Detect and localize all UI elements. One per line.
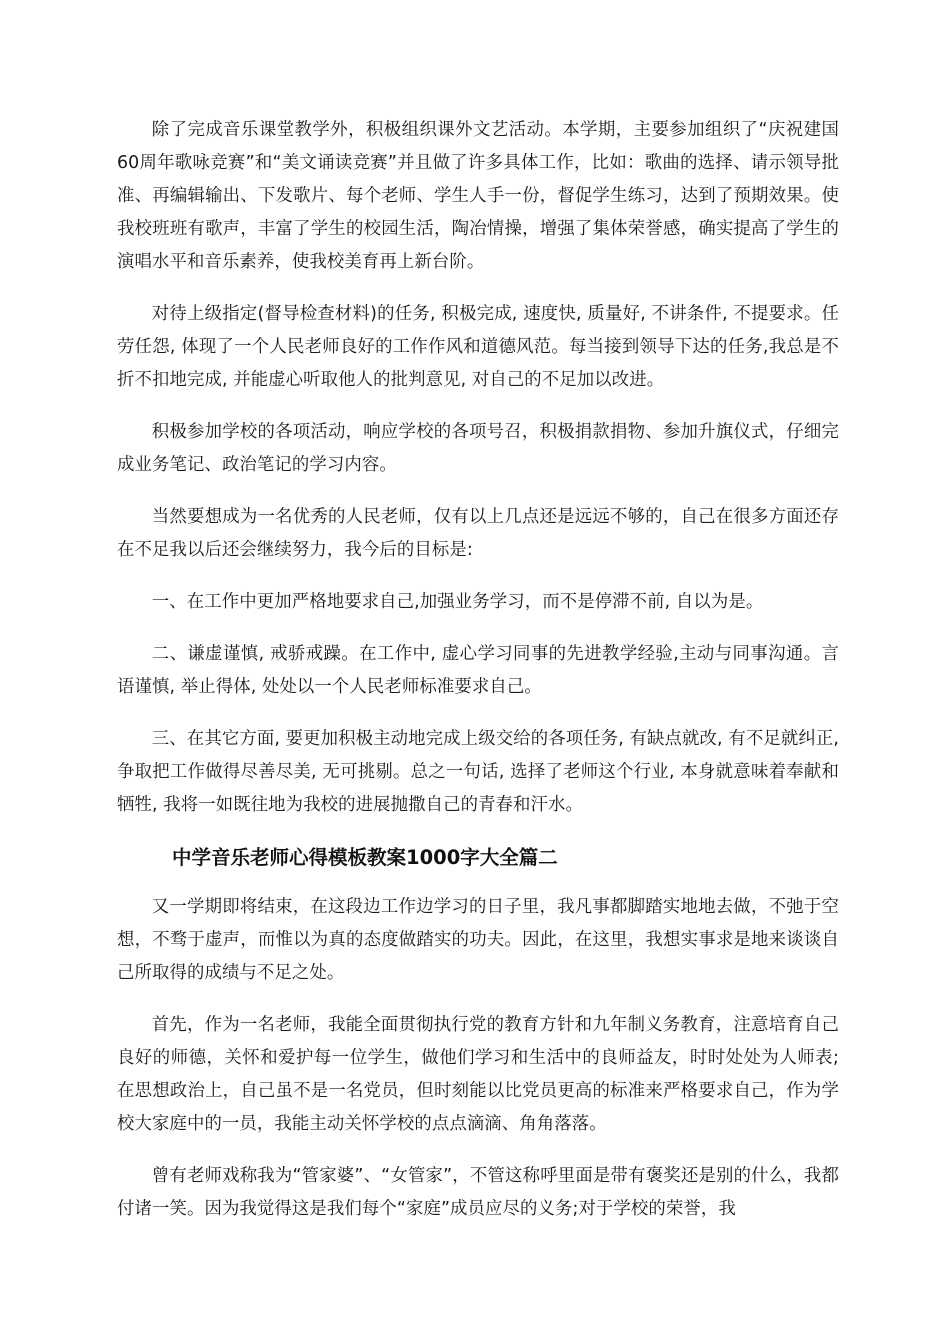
paragraph: 曾有老师戏称我为“管家婆”、“女管家”，不管这称呼里面是带有褒奖还是别的什么，我都付诸一笑。因为我觉得这是我们每个“家庭”成员应尽的义务;对于学校的荣誉，我 bbox=[117, 1166, 839, 1219]
paragraph: 三、在其它方面, 要更加积极主动地完成上级交给的各项任务, 有缺点就改, 有不足就纠正, 争取把工作做得尽善尽美, 无可挑剔。总之一句话, 选择了老师这个行业, 本身就意味着奉献和牺牲, 我将一如既往地为我校的进展抛撒自己的青春和汗水。 bbox=[117, 729, 839, 815]
paragraph: 一、在工作中更加严格地要求自己,加强业务学习，而不是停滞不前, 自以为是。 bbox=[151, 592, 764, 612]
paragraph: 对待上级指定(督导检查材料)的任务, 积极完成, 速度快, 质量好, 不讲条件, 不提要求。任劳任怨, 体现了一个人民老师良好的工作作风和道德风范。每当接到领导下达的任务,我总是不折不扣地完成, 并能虚心听取他人的批判意见, 对自己的不足加以改进。 bbox=[117, 304, 839, 390]
paragraph: 积极参加学校的各项活动，响应学校的各项号召，积极捐款捐物、参加升旗仪式，仔细完成业务笔记、政治笔记的学习内容。 bbox=[117, 422, 839, 475]
document-body bbox=[117, 114, 839, 1245]
section-heading: 中学音乐老师心得模板教案1000字大全篇二 bbox=[172, 846, 558, 869]
paragraph: 又一学期即将结束，在这段边工作边学习的日子里，我凡事都脚踏实地地去做，不弛于空想，不骛于虚声，而惟以为真的态度做踏实的功夫。因此，在这里，我想实事求是地来谈谈自己所取得的成绩与不足之处。 bbox=[117, 897, 839, 983]
paragraph: 当然要想成为一名优秀的人民老师，仅有以上几点还是远远不够的，自己在很多方面还存在不足我以后还会继续努力，我今后的目标是: bbox=[117, 507, 839, 560]
paragraph: 首先，作为一名老师，我能全面贯彻执行党的教育方针和九年制义务教育，注意培育自己良好的师德，关怀和爱护每一位学生，做他们学习和生活中的良师益友，时时处处为人师表;在思想政治上，自己虽不是一名党员，但时刻能以比党员更高的标准来严格要求自己，作为学校大家庭中的一员，我能主动关怀学校的点点滴滴、角角落落。 bbox=[117, 1015, 839, 1134]
paragraph: 二、谦虚谨慎, 戒骄戒躁。在工作中, 虚心学习同事的先进教学经验,主动与同事沟通。言语谨慎, 举止得体, 处处以一个人民老师标准要求自己。 bbox=[117, 644, 839, 697]
paragraph: 除了完成音乐课堂教学外，积极组织课外文艺活动。本学期，主要参加组织了“庆祝建国60周年歌咏竞赛”和“美文诵读竞赛”并且做了许多具体工作，比如：歌曲的选择、请示领导批准、再编辑输出、下发歌片、每个老师、学生人手一份，督促学生练习，达到了预期效果。使我校班班有歌声，丰富了学生的校园生活，陶冶情操，增强了集体荣誉感，确实提高了学生的演唱水平和音乐素养，使我校美育再上新台阶。 bbox=[117, 120, 839, 272]
